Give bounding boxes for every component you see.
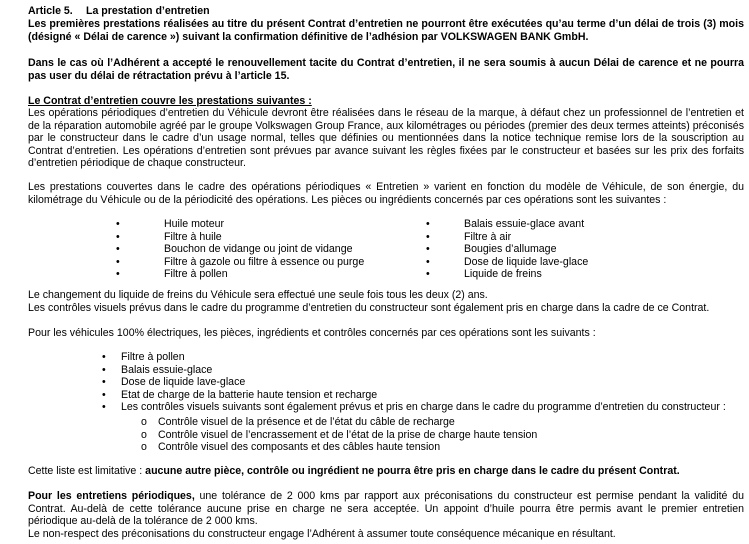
bullet-icon: • (116, 230, 120, 243)
paragraph-brake-fluid: Le changement du liquide de freins du Véhicule sera effectué une seule fois tous les deux (2) ans. (28, 289, 488, 301)
bullet-icon: • (426, 230, 430, 243)
bullet-icon: • (426, 268, 430, 280)
paragraph-non-compliance: Le non-respect des préconisations du constructeur engage l’Adhérent à assumer toute conséquence mécanique en résultant. (28, 528, 616, 540)
list-item: Filtre à pollen (121, 351, 185, 363)
list-item: Balais essuie-glace (121, 363, 213, 376)
paragraph-limitative (28, 465, 744, 478)
bullet-icon: • (116, 268, 120, 280)
sub-bullet-icon: o (141, 416, 147, 428)
paragraph-visual-checks: Les contrôles visuels prévus dans le cadre du programme d’entretien du constructeur sont également pris en charge dans la cadre de ce Contrat. (28, 302, 710, 314)
list-item: Huile moteur (164, 218, 225, 230)
paragraph-coverage-varies: Les prestations couvertes dans le cadre des opérations périodiques « Entretien » varient en fonction du modèle de Véhicule, de son énergie, du kilométrage du Véhicule ou de la périodicité des opérations. Les pièces ou ingrédients concernés par ces opérations sont les suivantes : (28, 181, 744, 206)
bullet-icon: • (102, 388, 106, 401)
periodic-bold: Pour les entretiens périodiques, (28, 490, 195, 502)
parts-column-left (164, 218, 364, 281)
list-item: Balais essuie-glace avant (464, 218, 585, 230)
bullet-icon: • (102, 363, 106, 376)
limit-bold: aucune autre pièce, contrôle ou ingrédient ne pourra être pris en charge dans le cadre du présent Contrat. (145, 465, 680, 477)
list-item: Contrôle visuel de la présence et de l’état du câble de recharge (158, 416, 455, 428)
bullet-icon: • (102, 351, 106, 363)
list-item: Bougies d’allumage (464, 243, 557, 255)
bullet-icon: • (426, 255, 430, 268)
list-item: Dose de liquide lave-glace (464, 255, 589, 268)
bullet-icon: • (116, 255, 120, 268)
ev-subitems (158, 416, 738, 454)
periodic-rest: une tolérance de 2 000 kms par rapport aux préconisations du constructeur est permise pendant la validité du Contrat. Au-delà de cette tolérance aucune prise en charge ne sera acceptée. Un appoint d’huile pourra être permis avant le premier entretien périodique au-delà de la tolérance de 2 000 kms. (28, 490, 744, 528)
ev-bullets (102, 351, 106, 414)
section-heading-covered: Le Contrat d’entretien couvre les prestations suivantes : (28, 95, 312, 107)
list-item: Contrôle visuel de l’encrassement et de l’état de la prise de charge haute tension (158, 428, 538, 441)
bullet-icon: • (426, 218, 430, 230)
article-number: Article 5. (28, 5, 73, 17)
ev-items (121, 351, 741, 414)
parts-column-right (464, 218, 588, 281)
bullet-icon: • (102, 401, 106, 413)
paragraph-electric: Pour les véhicules 100% électriques, les pièces, ingrédients et contrôles concernés par ces opérations sont les suivants : (28, 327, 596, 339)
bullet-icon: • (116, 218, 120, 230)
paragraph-renewal: Dans le cas où l’Adhérent a accepté le renouvellement tacite du Contrat d’entretien, il ne sera soumis à aucun Délai de carence et ne pourra pas user du délai de rétractation prévu à l’article 15. (28, 57, 744, 82)
list-item: Dose de liquide lave-glace (121, 376, 246, 388)
list-item: Etat de charge de la batterie haute tension et recharge (121, 388, 378, 401)
paragraph-waiting-period: Les premières prestations réalisées au titre du présent Contrat d’entretien ne pourront être exécutées qu’au terme d’un délai de trois (3) mois (désigné « Délai de carence ») suivant la confirmation définitive de l’adhésion par VOLKSWAGEN BANK GmbH. (28, 18, 744, 43)
article-title: La prestation d’entretien (86, 5, 210, 17)
bullet-icon: • (116, 243, 120, 255)
paragraph-network: Les opérations périodiques d’entretien du Véhicule devront être réalisées dans le réseau de la marque, à défaut chez un professionnel de l’entretien et de la réparation automobile agréé par le groupe Volkswagen Group France, aux kilométrages ou périodes (premier des deux termes atteints) préconisés par le constructeur dans le cadre d’un usage normal, telles que définies ou mentionnées dans la notice technique remise lors de la souscription au Contrat d’entretien. Les opérations d’entretien sont prévues par avance suivant les règles fixées par le constructeur et basées sur les prix des forfaits d’entretien périodique de chaque constructeur. (28, 107, 744, 170)
list-item: Filtre à pollen (164, 268, 228, 280)
parts-bullets-left (116, 218, 120, 281)
list-item: Les contrôles visuels suivants sont également prévus et pris en charge dans le cadre du programme d’entretien du constructeur : (121, 401, 726, 413)
ev-sub-bullets (141, 416, 147, 454)
sub-bullet-icon: o (141, 428, 147, 441)
parts-bullets-right (426, 218, 430, 281)
paragraph-tolerance (28, 490, 744, 528)
list-item: Liquide de freins (464, 268, 542, 280)
sub-bullet-icon: o (141, 441, 147, 453)
list-item: Bouchon de vidange ou joint de vidange (164, 243, 353, 255)
limit-prefix: Cette liste est limitative : (28, 465, 146, 477)
list-item: Contrôle visuel des composants et des câbles haute tension (158, 441, 441, 453)
list-item: Filtre à air (464, 230, 512, 243)
bullet-icon: • (102, 376, 106, 388)
list-item: Filtre à huile (164, 230, 222, 243)
article-heading (28, 5, 744, 18)
bullet-icon: • (426, 243, 430, 255)
list-item: Filtre à gazole ou filtre à essence ou purge (164, 255, 365, 268)
